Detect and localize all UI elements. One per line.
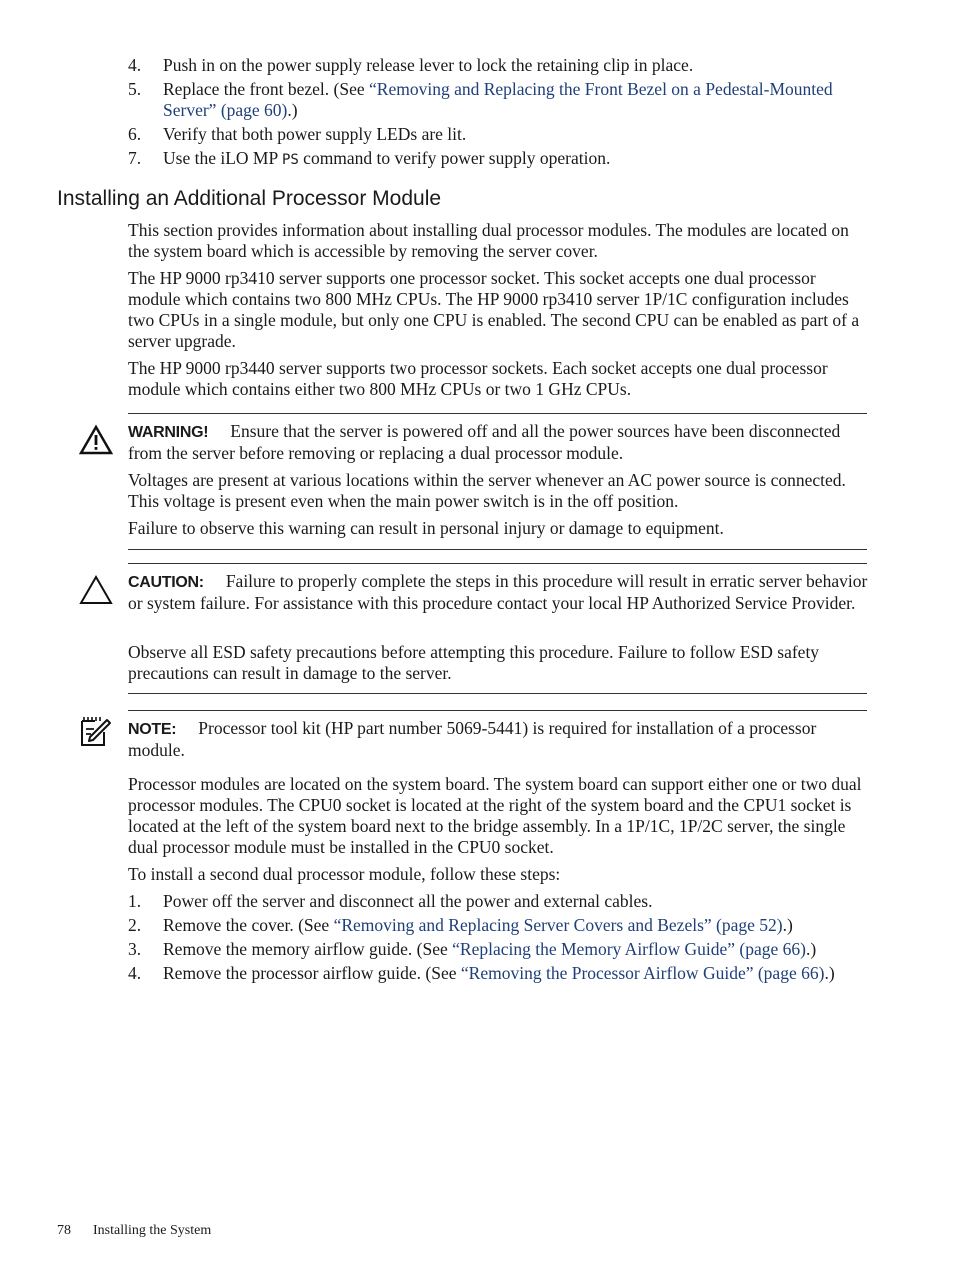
list-item: 4. Push in on the power supply release lever to lock the retaining clip in place.	[128, 55, 694, 75]
note-top-rule	[128, 710, 867, 711]
list-item: 1. Power off the server and disconnect all the power and external cables.	[128, 891, 653, 911]
install-step-list	[128, 891, 868, 987]
warning-triangle-icon	[79, 424, 113, 461]
list-item: 7. Use the iLO MP PS command to verify power supply operation.	[128, 148, 611, 168]
rp3410-paragraph: The HP 9000 rp3410 server supports one processor socket. This socket accepts one dual processor module which contains two 800 MHz CPUs. The HP 9000 rp3410 server 1P/1C configuration includes two CPUs in a single module, but only one CPU is enabled. The second CPU can be enabled as part of a server upgrade.	[128, 268, 860, 351]
top-step-list	[128, 55, 868, 174]
caution-esd-paragraph: Observe all ESD safety precautions before attempting this procedure. Failure to follow ESD safety precautions can result in damage to the server.	[128, 642, 820, 683]
list-item: 2. Remove the cover. (See “Removing and Replacing Server Covers and Bezels” (page 52).)	[128, 915, 793, 935]
page-number: 78	[57, 1223, 71, 1238]
note-text: NOTE: Processor tool kit (HP part number 5069-5441) is required for installation of a processor module.	[128, 718, 817, 760]
intro-paragraph: This section provides information about installing dual processor modules. The modules are located on the system board which is accessible by removing the server cover.	[128, 220, 849, 261]
command-code: PS	[281, 152, 299, 168]
caution-label: CAUTION:	[128, 574, 204, 591]
warning-voltage-paragraph: Voltages are present at various locations within the server whenever an AC power source is connected. This voltage is present even when the main power switch is in the off position.	[128, 470, 846, 511]
list-item: 5. Replace the front bezel. (See “Removing and Replacing the Front Bezel on a Pedestal-Mounted Server” (page 60).)	[128, 79, 833, 120]
xref-processor-airflow-link[interactable]: “Removing the Processor Airflow Guide” (page 66)	[460, 963, 825, 983]
rp3440-paragraph: The HP 9000 rp3440 server supports two processor sockets. Each socket accepts one dual processor module which contains either two 800 MHz CPUs or two 1 GHz CPUs.	[128, 358, 828, 399]
caution-top-rule	[128, 563, 867, 564]
xref-memory-airflow-link[interactable]: “Replacing the Memory Airflow Guide” (page 66)	[452, 939, 806, 959]
warning-bottom-rule	[128, 549, 867, 550]
page-footer	[57, 1222, 211, 1240]
xref-front-bezel-link[interactable]: “Removing and Replacing the Front Bezel on a Pedestal-Mounted Server” (page 60)	[163, 79, 833, 120]
xref-server-covers-link[interactable]: “Removing and Replacing Server Covers and Bezels” (page 52)	[333, 915, 783, 935]
caution-text: CAUTION: Failure to properly complete the steps in this procedure will result in erratic server behavior or system failure. For assistance with this procedure contact your local HP Authorized Service Provider.	[128, 571, 868, 613]
list-item: 6. Verify that both power supply LEDs are lit.	[128, 124, 467, 144]
install-intro-paragraph: To install a second dual processor module, follow these steps:	[128, 864, 561, 884]
warning-label: WARNING!	[128, 424, 209, 441]
processor-location-paragraph: Processor modules are located on the system board. The system board can support either one or two dual processor modules. The CPU0 socket is located at the right of the system board and the CPU1 socket is located at the left of the system board next to the bridge assembly. In a 1P/1C, 1P/2C server, the single dual processor module must be installed in the CPU0 socket.	[128, 774, 862, 857]
warning-top-rule	[128, 413, 867, 414]
caution-bottom-rule	[128, 693, 867, 694]
warning-failure-paragraph: Failure to observe this warning can result in personal injury or damage to equipment.	[128, 518, 724, 538]
note-pencil-icon	[79, 715, 113, 752]
caution-triangle-icon	[79, 574, 113, 611]
chapter-title: Installing the System	[93, 1223, 212, 1238]
warning-text: WARNING! Ensure that the server is powered off and all the power sources have been disconnected from the server before removing or replacing a dual processor module.	[128, 421, 841, 463]
section-heading: Installing an Additional Processor Module	[57, 187, 442, 210]
list-item: 3. Remove the memory airflow guide. (See “Replacing the Memory Airflow Guide” (page 66).)	[128, 939, 817, 959]
list-item: 4. Remove the processor airflow guide. (See “Removing the Processor Airflow Guide” (page 66).)	[128, 963, 835, 983]
note-label: NOTE:	[128, 721, 177, 738]
